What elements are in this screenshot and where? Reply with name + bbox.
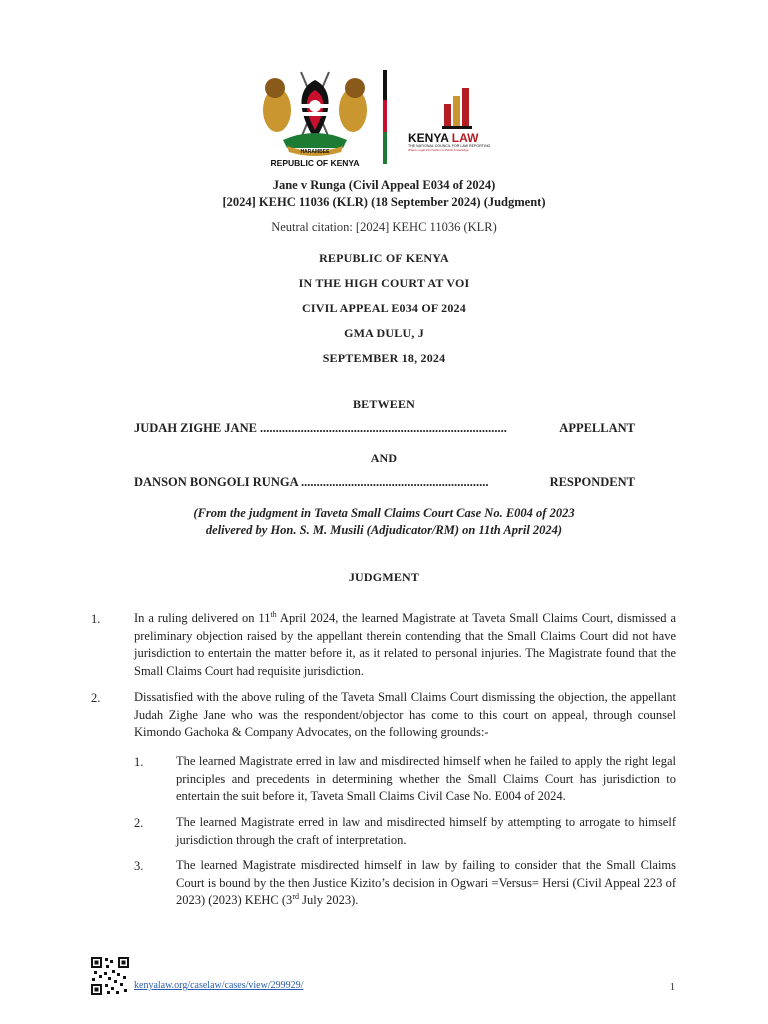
ground-number: 1. (134, 755, 144, 769)
appellant-line (134, 421, 635, 436)
kenya-law-name-part1: KENYA (408, 131, 452, 145)
ground-text: The learned Magistrate erred in law and misdirected himself when he failed to apply the right legal principles and precedents in determining whether the Small Claims Court has jurisdiction to entertain the suit before it, Taveta Small Claims Civil Case No. E004 of 2024. (176, 754, 676, 803)
court-heading: IN THE HIGH COURT AT VOI (298, 276, 470, 290)
appeal-heading: CIVIL APPEAL E034 OF 2024 (302, 301, 466, 315)
qr-code-icon (90, 956, 130, 996)
date-heading: SEPTEMBER 18, 2024 (322, 351, 446, 365)
respondent-line (134, 475, 635, 490)
paragraph-text: Dissatisfied with the above ruling of the Taveta Small Claims Court dismissing the objection, the appellant Judah Zighe Jane who was the respondent/objector has come to this court on appeal, through counsel Kimondo Gachoka & Company Advocates, on the following grounds:- (134, 690, 676, 739)
flag-divider (383, 70, 387, 164)
and-heading: AND (370, 451, 398, 465)
paragraph-text: In a ruling delivered on 11th April 2024, the learned Magistrate at Taveta Small Claims Court, dismissed a preliminary objection raised by the appellant therein contending that the Small Claims Court did not have jurisdiction to entertain the matter before it, as it related to personal injuries. The Magistrate found that the Small Claims Court had requisite jurisdiction. (134, 609, 677, 678)
kenya-law-subtitle: THE NATIONAL COUNCIL FOR LAW REPORTING (408, 144, 491, 148)
coat-caption: REPUBLIC OF KENYA (270, 158, 360, 168)
ground-text: The learned Magistrate erred in law and misdirected himself by attempting to arrogate to himself jurisdiction through the craft of interpretation. (176, 815, 676, 847)
respondent-name: DANSON BONGOLI RUNGA ............................................................ (134, 475, 489, 489)
judge-heading: GMA DULU, J (344, 326, 424, 340)
coat-motto: HARAMBEE (300, 149, 330, 155)
case-citation: [2024] KEHC 11036 (KLR) (18 September 2024) (Judgment) (222, 195, 546, 209)
kenya-law-logo-icon (408, 82, 528, 152)
origin-note-line1: (From the judgment in Taveta Small Claims Court Case No. E004 of 2023 (193, 506, 575, 520)
kenya-law-name-part2: LAW (451, 131, 479, 145)
appellant-role: APPELLANT (559, 421, 635, 435)
respondent-role: RESPONDENT (549, 475, 635, 489)
paragraph-number: 1. (91, 612, 101, 626)
page-number: 1 (670, 982, 675, 993)
case-title: Jane v Runga (Civil Appeal E034 of 2024) (272, 178, 496, 192)
judgment-heading: JUDGMENT (348, 570, 420, 584)
kenya-law-tagline: Where Legal Information is Public Knowledge (408, 148, 469, 152)
origin-note-line2: delivered by Hon. S. M. Musili (Adjudicator/RM) on 11th April 2024) (205, 523, 563, 537)
coat-of-arms-icon (255, 68, 375, 168)
ground-text: The learned Magistrate misdirected himself in law by failing to consider that the Small Claims Court is bound by the then Justice Kizito’s decision in Ogwari =Versus= Hersi (Civil Appeal 223 of 2023) (2023) KEHC (3rd July 2023). (176, 858, 676, 907)
neutral-citation: Neutral citation: [2024] KEHC 11036 (KLR) (271, 220, 497, 234)
between-heading: BETWEEN (352, 397, 416, 411)
ground-number: 2. (134, 816, 144, 830)
republic-heading: REPUBLIC OF KENYA (319, 251, 449, 265)
paragraph-number: 2. (91, 691, 101, 705)
ground-number: 3. (134, 859, 144, 873)
appellant-name: JUDAH ZIGHE JANE ............................................................................... (134, 421, 507, 435)
svg-text:KENYA LAW (408, 131, 479, 145)
case-url-link[interactable]: kenyalaw.org/caselaw/cases/view/299929/ (134, 980, 304, 991)
